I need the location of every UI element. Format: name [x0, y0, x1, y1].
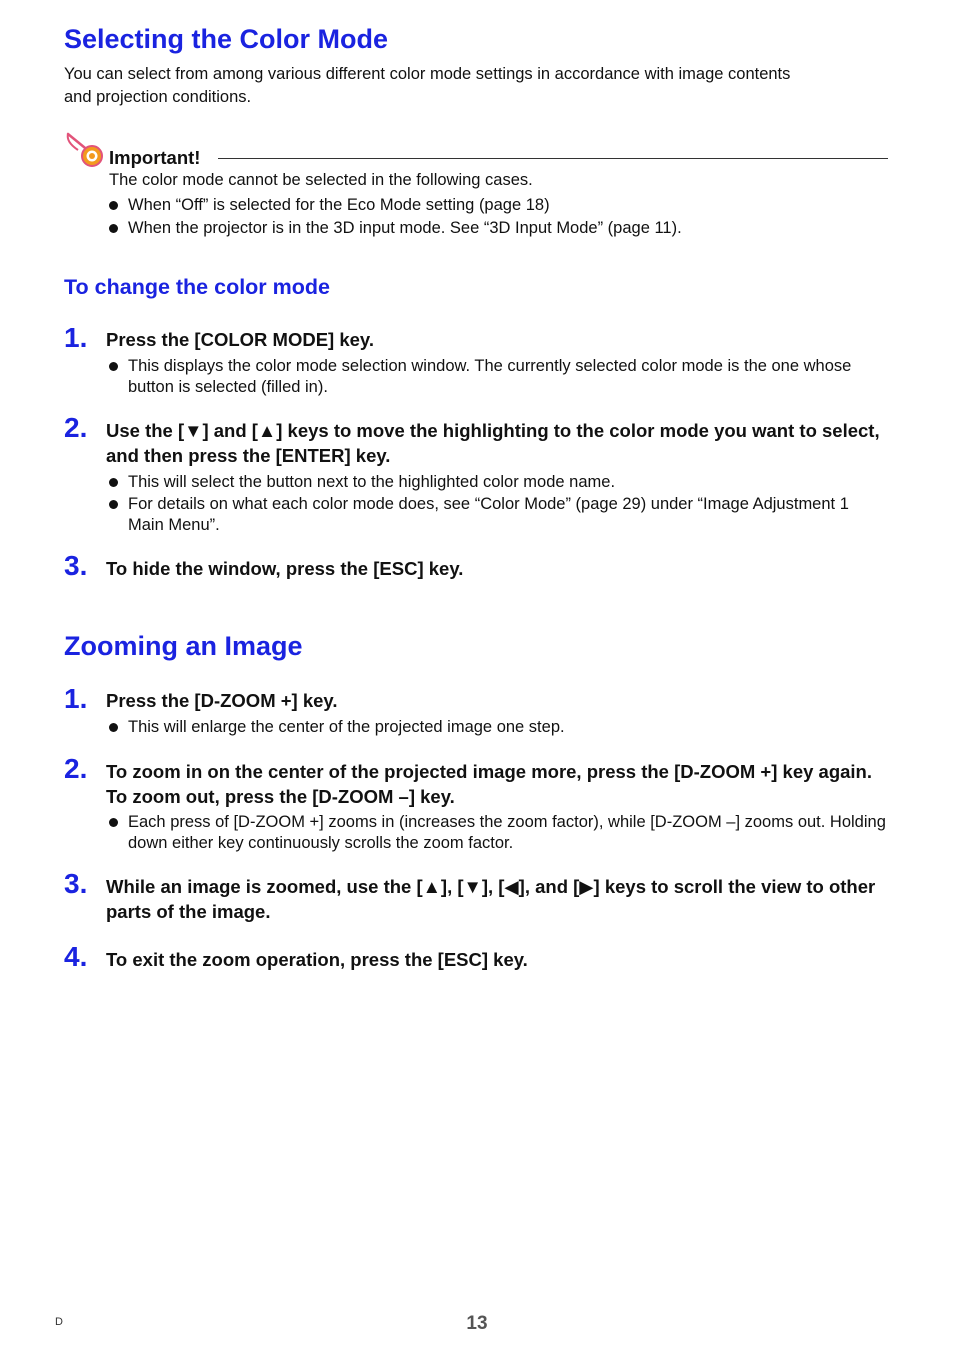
subsection-title: To change the color mode [64, 275, 330, 299]
step-number: 1. [64, 322, 88, 353]
important-bullet-1: When “Off” is selected for the Eco Mode setting (page 18) [128, 195, 888, 216]
step-bullet: This will select the button next to the highlighted color mode name. [128, 472, 888, 493]
step-bullet: For details on what each color mode does, see “Color Mode” (page 29) under “Image Adjustment 1 Main Menu”. [128, 494, 888, 536]
intro-line-2: and projection conditions. [64, 88, 252, 106]
step-text: To hide the window, press the [ESC] key. [106, 558, 464, 579]
important-bullet-2: When the projector is in the 3D input mode. See “3D Input Mode” (page 11). [128, 218, 888, 239]
step-number: 2. [64, 412, 88, 443]
step-number: 3. [64, 868, 88, 899]
step-text: Press the [D-ZOOM +] key. [106, 690, 338, 711]
important-label: Important! [109, 147, 201, 168]
step-text: Press the [COLOR MODE] key. [106, 329, 374, 350]
step-text: To zoom in on the center of the projected image more, press the [D-ZOOM +] key again. To zoom out, press the [D-ZOOM –] key. [106, 761, 872, 807]
section-title-color-mode: Selecting the Color Mode [64, 24, 389, 54]
important-divider [218, 158, 888, 159]
step-number: 1. [64, 683, 88, 714]
intro-line-1: You can select from among various different color mode settings in accordance with image contents [64, 65, 791, 83]
important-icon [64, 130, 106, 168]
step-number: 3. [64, 550, 88, 581]
step-bullet: Each press of [D-ZOOM +] zooms in (increases the zoom factor), while [D-ZOOM –] zooms out. Holding down either key continuously scrolls the zoom factor. [128, 812, 888, 854]
page-number: 13 [466, 1313, 488, 1334]
section-intro [64, 63, 894, 109]
step-bullet: This will enlarge the center of the projected image one step. [128, 717, 888, 738]
footer-mark: D [55, 1316, 63, 1328]
step-text: Use the [▼] and [▲] keys to move the highlighting to the color mode you want to select, and then press the [ENTER] key. [106, 420, 880, 466]
important-text: The color mode cannot be selected in the following cases. [109, 171, 533, 189]
step-text: To exit the zoom operation, press the [ESC] key. [106, 949, 528, 970]
step-number: 4. [64, 941, 88, 972]
step-bullet: This displays the color mode selection window. The currently selected color mode is the one whose button is selected (filled in). [128, 356, 888, 398]
step-number: 2. [64, 753, 88, 784]
step-text: While an image is zoomed, use the [▲], [▼], [◀], and [▶] keys to scroll the view to other parts of the image. [106, 876, 876, 922]
section-title-zooming: Zooming an Image [64, 631, 303, 661]
